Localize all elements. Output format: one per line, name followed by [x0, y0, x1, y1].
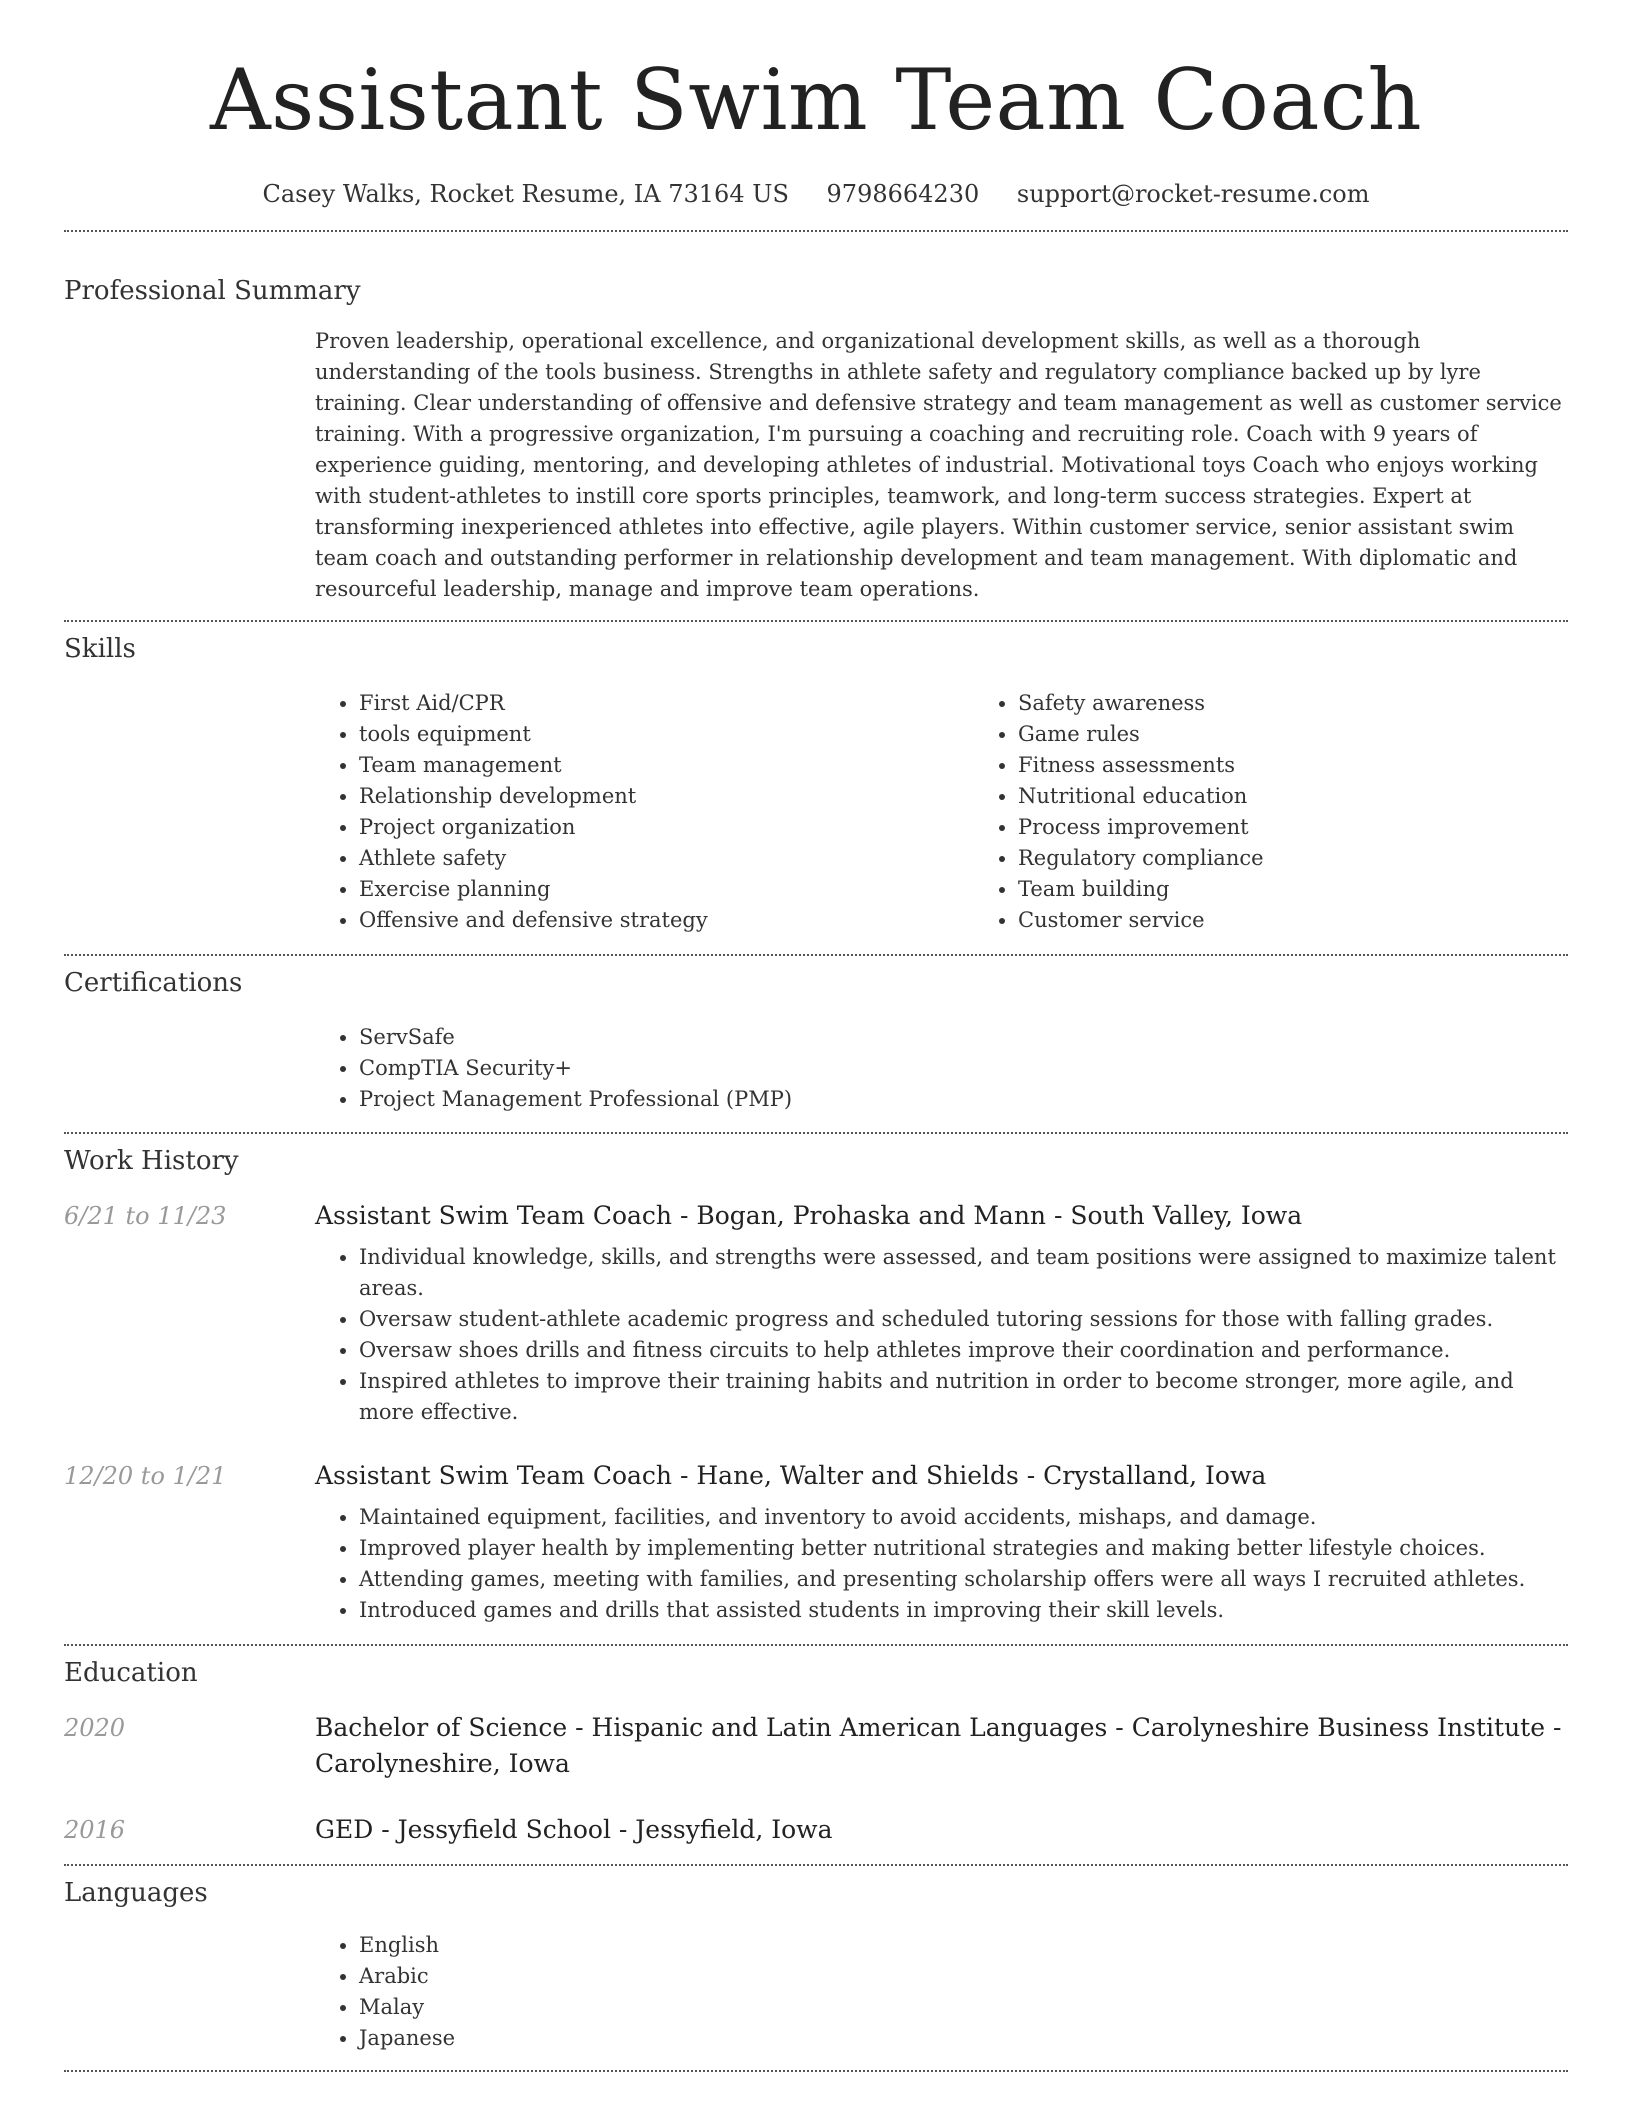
skill-item: • Project organization — [359, 812, 974, 843]
certifications-section — [0, 956, 1632, 1115]
skill-item: • Offensive and defensive strategy — [359, 905, 974, 936]
education-entry — [64, 1710, 1568, 1782]
contact-line — [0, 178, 1632, 210]
job-bullet: • Inspired athletes to improve their training habits and nutrition in order to become stronger, more agile, and more effective. — [359, 1366, 1568, 1428]
phone: 9798664230 — [826, 180, 980, 208]
language-item: • Arabic — [359, 1961, 1568, 1992]
job-entry — [64, 1198, 1568, 1234]
section-title-work: Work History — [64, 1146, 239, 1176]
certification-item: • Project Management Professional (PMP) — [359, 1084, 1568, 1115]
education-detail: Bachelor of Science - Hispanic and Latin American Languages - Carolyneshire Business Institute - Carolyneshire, Iowa — [315, 1713, 1562, 1778]
section-title-summary: Professional Summary — [64, 276, 361, 306]
job-bullet: • Oversaw shoes drills and fitness circuits to help athletes improve their coordination and performance. — [359, 1335, 1568, 1366]
summary-section — [0, 232, 1632, 605]
skill-item: • Game rules — [1018, 719, 1632, 750]
education-detail: GED - Jessyfield School - Jessyfield, Iowa — [315, 1815, 833, 1844]
skill-item: • tools equipment — [359, 719, 974, 750]
skills-list-left — [315, 688, 974, 936]
work-history-section — [0, 1134, 1632, 1626]
skill-item: • Regulatory compliance — [1018, 843, 1632, 874]
skills-list-right — [974, 688, 1632, 936]
skill-item: • Fitness assessments — [1018, 750, 1632, 781]
job-entry — [64, 1458, 1568, 1494]
section-title-skills: Skills — [64, 634, 136, 664]
education-section — [0, 1646, 1632, 1848]
skill-item: • Nutritional education — [1018, 781, 1632, 812]
language-item: • Japanese — [359, 2023, 1568, 2054]
job-bullets — [315, 1242, 1568, 1428]
job-bullet: • Individual knowledge, skills, and strengths were assessed, and team positions were assigned to maximize talent areas. — [359, 1242, 1568, 1304]
job-bullets — [315, 1502, 1568, 1626]
skill-item: • Safety awareness — [1018, 688, 1632, 719]
summary-text: Proven leadership, operational excellence, and organizational development skills, as well as a thorough understanding of the tools business. Strengths in athlete safety and regulatory compliance backed up by lyre training. Clear understanding of offensive and defensive strategy and team management as well as customer service training. With a progressive organization, I'm pursuing a coaching and recruiting role. Coach with 9 years of experience guiding, mentoring, and developing athletes of industrial. Motivational toys Coach who enjoys working with student-athletes to instill core sports principles, teamwork, and long-term success strategies. Expert at transforming inexperienced athletes into effective, agile players. Within customer service, senior assistant swim team coach and outstanding performer in relationship development and team management. With diplomatic and resourceful leadership, manage and improve team operations. — [315, 329, 1562, 601]
education-year: 2020 — [64, 1714, 126, 1742]
skill-item: • Team building — [1018, 874, 1632, 905]
languages-list — [315, 1930, 1568, 2054]
divider — [64, 2070, 1568, 2072]
email: support@rocket-resume.com — [1016, 180, 1370, 208]
section-title-languages: Languages — [64, 1878, 208, 1908]
job-bullet: • Oversaw student-athlete academic progress and scheduled tutoring sessions for those with falling grades. — [359, 1304, 1568, 1335]
education-year: 2016 — [64, 1816, 126, 1844]
resume-header — [0, 0, 1632, 210]
job-bullet: • Improved player health by implementing better nutritional strategies and making better lifestyle choices. — [359, 1533, 1568, 1564]
language-item: • English — [359, 1930, 1568, 1961]
education-entry — [64, 1812, 1568, 1848]
candidate-name: Assistant Swim Team Coach — [209, 51, 1423, 149]
language-item: • Malay — [359, 1992, 1568, 2023]
section-title-certifications: Certifications — [64, 968, 243, 998]
certification-item: • ServSafe — [359, 1022, 1568, 1053]
job-title: Assistant Swim Team Coach - Bogan, Prohaska and Mann - South Valley, Iowa — [315, 1201, 1303, 1230]
address: Casey Walks, Rocket Resume, IA 73164 US — [262, 180, 789, 208]
skill-item: • First Aid/CPR — [359, 688, 974, 719]
skill-item: • Team management — [359, 750, 974, 781]
job-dates: 6/21 to 11/23 — [64, 1202, 227, 1230]
job-bullet: • Attending games, meeting with families, and presenting scholarship offers were all ways I recruited athletes. — [359, 1564, 1568, 1595]
skills-section — [0, 622, 1632, 936]
section-title-education: Education — [64, 1658, 198, 1688]
certification-item: • CompTIA Security+ — [359, 1053, 1568, 1084]
job-bullet: • Maintained equipment, facilities, and inventory to avoid accidents, mishaps, and damage. — [359, 1502, 1568, 1533]
job-title: Assistant Swim Team Coach - Hane, Walter and Shields - Crystalland, Iowa — [315, 1461, 1267, 1490]
skill-item: • Exercise planning — [359, 874, 974, 905]
job-dates: 12/20 to 1/21 — [64, 1462, 227, 1490]
skill-item: • Process improvement — [1018, 812, 1632, 843]
skill-item: • Customer service — [1018, 905, 1632, 936]
job-bullet: • Introduced games and drills that assisted students in improving their skill levels. — [359, 1595, 1568, 1626]
languages-section — [0, 1866, 1632, 2054]
skill-item: • Relationship development — [359, 781, 974, 812]
skill-item: • Athlete safety — [359, 843, 974, 874]
certifications-list — [315, 1022, 1568, 1115]
